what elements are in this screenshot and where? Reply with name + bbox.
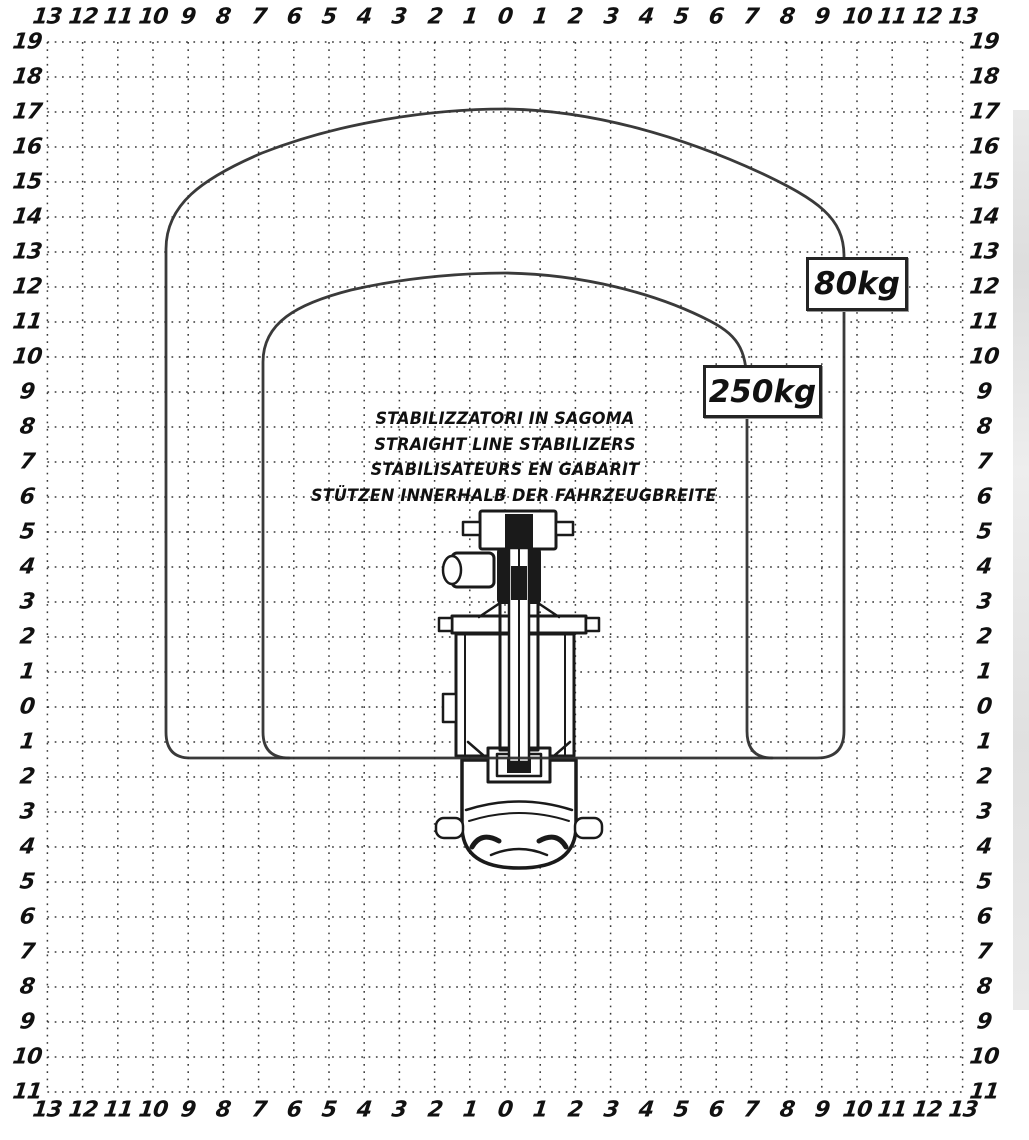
axis-label-bottom-9: 4: [355, 1097, 373, 1123]
axis-label-right-28: 9: [975, 1009, 993, 1035]
note-line-french: STABILISATEURS EN GABARIT: [370, 460, 640, 479]
load-label-80kg: [806, 257, 908, 311]
truck-crane-top-view: [436, 511, 602, 868]
axis-label-left-30: 11: [11, 1079, 43, 1105]
axis-label-left-29: 10: [11, 1044, 43, 1070]
axis-label-top-14: 1: [531, 4, 549, 30]
scan-edge-artifact: [1013, 110, 1029, 1010]
axis-label-top-21: 8: [777, 4, 796, 30]
crane-base-stub-left: [463, 522, 480, 535]
axis-label-top-10: 3: [390, 4, 409, 30]
axis-label-left-25: 6: [18, 904, 36, 930]
axis-label-left-28: 9: [18, 1009, 36, 1035]
axis-label-left-4: 15: [11, 169, 43, 195]
axis-label-bottom-11: 2: [425, 1097, 444, 1123]
axis-label-bottom-23: 10: [841, 1097, 873, 1123]
axis-label-bottom-8: 5: [320, 1097, 338, 1123]
axis-label-top-7: 6: [285, 4, 303, 30]
axis-label-top-23: 10: [841, 4, 873, 30]
axis-label-left-18: 1: [18, 659, 36, 685]
axis-label-right-10: 9: [975, 379, 993, 405]
axis-label-left-13: 6: [18, 484, 36, 510]
axis-label-bottom-16: 3: [601, 1097, 620, 1123]
axis-label-left-10: 9: [18, 379, 36, 405]
load-label-250kg: [703, 365, 822, 418]
axis-label-left-6: 13: [11, 239, 43, 265]
axis-label-left-9: 10: [11, 344, 43, 370]
load-label-80kg-text: 80kg: [814, 266, 900, 302]
axis-label-left-21: 2: [18, 764, 36, 790]
mirror-right: [575, 818, 602, 838]
axis-label-top-19: 6: [707, 4, 725, 30]
axis-label-bottom-25: 12: [911, 1097, 944, 1123]
axis-label-left-14: 5: [18, 519, 36, 545]
axis-label-top-18: 5: [672, 4, 690, 30]
axis-label-bottom-3: 10: [137, 1097, 169, 1123]
axis-label-top-6: 7: [249, 4, 268, 30]
crane-column-dark: [505, 514, 533, 550]
axis-label-right-5: 14: [968, 204, 1000, 230]
note-line-german: STÜTZEN INNERHALB DER FAHRZEUGBREITE: [311, 485, 717, 505]
load-label-250kg-text: 250kg: [708, 373, 817, 410]
axis-label-right-15: 4: [975, 554, 993, 580]
stabilizer-pad-right: [586, 618, 599, 631]
axis-label-top-5: 8: [214, 4, 233, 30]
axis-label-top-16: 3: [601, 4, 620, 30]
axis-label-left-8: 11: [11, 309, 43, 335]
axis-label-left-27: 8: [18, 974, 36, 1000]
axis-label-left-1: 18: [11, 64, 43, 90]
axis-label-top-15: 2: [566, 4, 585, 30]
axis-label-right-11: 8: [975, 414, 993, 440]
crane-base-stub-right: [556, 522, 573, 535]
axis-label-bottom-14: 1: [531, 1097, 549, 1123]
slew-cylinder: [443, 556, 461, 584]
axis-label-left-2: 17: [11, 99, 43, 125]
axis-label-right-4: 15: [968, 169, 1000, 195]
axis-label-top-17: 4: [637, 4, 655, 30]
axis-label-bottom-1: 12: [66, 1097, 99, 1123]
axis-label-right-12: 7: [975, 449, 993, 475]
axis-label-right-29: 10: [968, 1044, 1000, 1070]
axis-label-top-0: 13: [31, 4, 64, 30]
axis-label-top-13: 0: [496, 4, 514, 30]
axis-label-right-8: 11: [968, 309, 1000, 335]
note-line-english: STRAIGHT LINE STABILIZERS: [374, 434, 636, 454]
axis-label-right-2: 17: [968, 99, 1000, 125]
axis-label-bottom-6: 7: [249, 1097, 268, 1123]
axis-label-left-20: 1: [18, 729, 36, 755]
axis-label-top-11: 2: [425, 4, 444, 30]
axis-label-bottom-0: 13: [31, 1097, 64, 1123]
stabilizer-note: [311, 406, 717, 508]
axis-label-right-0: 19: [968, 29, 1000, 55]
axis-label-top-22: 9: [813, 4, 831, 30]
axis-label-bottom-15: 2: [566, 1097, 585, 1123]
axis-label-left-15: 4: [18, 554, 36, 580]
axis-label-top-2: 11: [101, 4, 134, 30]
axis-label-left-12: 7: [18, 449, 36, 475]
axis-label-right-18: 1: [975, 659, 993, 685]
axis-label-right-13: 6: [975, 484, 993, 510]
mirror-left: [436, 818, 463, 838]
axis-label-top-26: 13: [946, 4, 979, 30]
axis-label-top-24: 11: [876, 4, 909, 30]
axis-label-left-22: 3: [18, 799, 36, 825]
axis-label-bottom-18: 5: [672, 1097, 690, 1123]
axis-label-right-19: 0: [975, 694, 993, 720]
axis-label-left-3: 16: [11, 134, 43, 160]
axis-label-bottom-17: 4: [637, 1097, 655, 1123]
axis-label-left-26: 7: [18, 939, 36, 965]
axis-label-bottom-26: 13: [946, 1097, 979, 1123]
axis-label-top-4: 9: [179, 4, 197, 30]
axis-label-right-9: 10: [968, 344, 1000, 370]
axis-label-right-23: 4: [975, 834, 993, 860]
axis-label-bottom-2: 11: [101, 1097, 134, 1123]
axis-label-right-25: 6: [975, 904, 993, 930]
axis-label-left-5: 14: [11, 204, 43, 230]
axis-label-top-8: 5: [320, 4, 338, 30]
axis-label-left-23: 4: [18, 834, 36, 860]
axis-label-right-20: 1: [975, 729, 993, 755]
axis-label-bottom-20: 7: [742, 1097, 761, 1123]
axis-label-right-1: 18: [968, 64, 1000, 90]
boom-dark-segment: [511, 566, 527, 600]
axis-label-right-6: 13: [968, 239, 1000, 265]
axis-label-bottom-24: 11: [876, 1097, 909, 1123]
axis-label-left-24: 5: [18, 869, 36, 895]
axis-label-bottom-4: 9: [179, 1097, 197, 1123]
axis-label-bottom-7: 6: [285, 1097, 303, 1123]
axis-label-top-12: 1: [461, 4, 479, 30]
axis-label-top-20: 7: [742, 4, 761, 30]
side-step: [443, 694, 456, 722]
axis-label-bottom-10: 3: [390, 1097, 409, 1123]
axis-label-right-27: 8: [975, 974, 993, 1000]
axis-label-bottom-5: 8: [214, 1097, 233, 1123]
axis-label-top-9: 4: [355, 4, 373, 30]
axis-label-right-14: 5: [975, 519, 993, 545]
stabilizer-pad-left: [439, 618, 452, 631]
axis-label-bottom-12: 1: [461, 1097, 479, 1123]
axis-label-bottom-13: 0: [496, 1097, 514, 1123]
axis-label-right-7: 12: [968, 274, 1000, 300]
axis-label-left-19: 0: [18, 694, 36, 720]
axis-label-right-30: 11: [968, 1079, 1000, 1105]
axis-label-top-1: 12: [66, 4, 99, 30]
axis-label-right-21: 2: [975, 764, 993, 790]
axis-label-right-3: 16: [968, 134, 1000, 160]
axis-label-left-11: 8: [18, 414, 36, 440]
axis-label-right-24: 5: [975, 869, 993, 895]
axis-label-left-16: 3: [18, 589, 36, 615]
axis-label-right-26: 7: [975, 939, 993, 965]
axis-label-top-3: 10: [137, 4, 169, 30]
axis-label-left-0: 19: [11, 29, 43, 55]
axis-label-right-22: 3: [975, 799, 993, 825]
axis-label-left-17: 2: [18, 624, 36, 650]
axis-label-bottom-21: 8: [777, 1097, 796, 1123]
axis-label-right-16: 3: [975, 589, 993, 615]
axis-label-bottom-19: 6: [707, 1097, 725, 1123]
axis-label-right-17: 2: [975, 624, 993, 650]
note-line-italian: STABILIZZATORI IN SAGOMA: [375, 409, 635, 428]
axis-label-bottom-22: 9: [813, 1097, 831, 1123]
axis-label-left-7: 12: [11, 274, 43, 300]
axis-label-top-25: 12: [911, 4, 944, 30]
